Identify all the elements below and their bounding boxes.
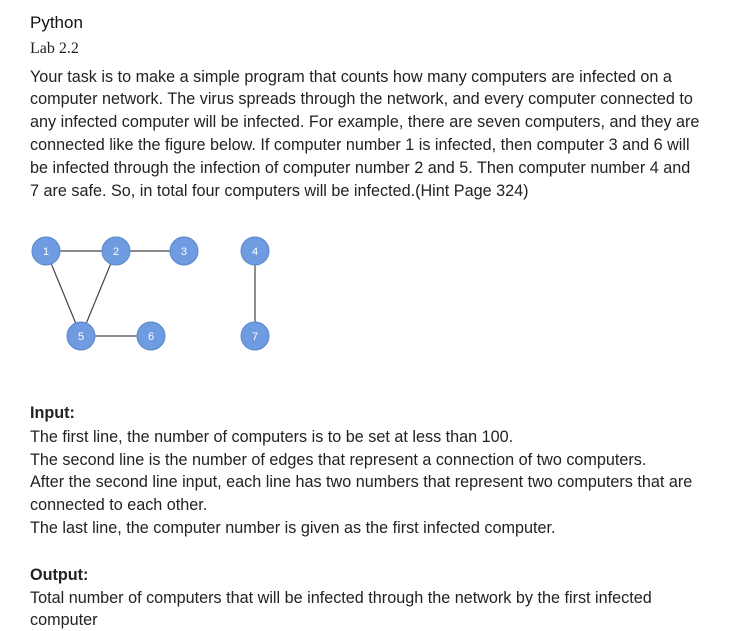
input-line: The first line, the number of computers is to be set at less than 100.: [30, 428, 514, 446]
output-line: computer: [30, 611, 98, 629]
output-heading: Output:: [30, 566, 89, 584]
computer-node-label: 2: [112, 246, 120, 258]
task-line: connected like the figure below. If computer number 1 is infected, then computer 3 and 6 will: [30, 136, 690, 154]
input-line: The last line, the computer number is given as the first infected computer.: [30, 519, 556, 537]
page-title: Python: [30, 13, 83, 32]
computer-node-label: 6: [147, 331, 155, 343]
computer-node-label: 7: [251, 331, 259, 343]
input-line: The second line is the number of edges that represent a connection of two computers.: [30, 451, 647, 469]
computer-node-label: 5: [77, 331, 85, 343]
input-line: After the second line input, each line has two numbers that represent two computers that are: [30, 473, 693, 491]
output-line: Total number of computers that will be infected through the network by the first infected: [30, 589, 652, 607]
computer-node-label: 4: [251, 246, 259, 258]
input-heading: Input:: [30, 404, 75, 422]
computer-node-label: 1: [42, 246, 50, 258]
task-line: 7 are safe. So, in total four computers will be infected.(Hint Page 324): [30, 182, 529, 200]
graph-nodes: [32, 237, 269, 350]
task-line: Your task is to make a simple program that counts how many computers are infected on a: [30, 68, 672, 86]
network-graph-diagram: [20, 225, 290, 360]
task-line: computer network. The virus spreads through the network, and every computer connected to: [30, 90, 693, 108]
computer-node-label: 3: [180, 246, 188, 258]
input-line: connected to each other.: [30, 496, 208, 514]
lab-subtitle: Lab 2.2: [30, 40, 79, 57]
task-line: any infected computer will be infected. For example, there are seven computers, and they are: [30, 113, 700, 131]
task-line: be infected through the infection of computer number 2 and 5. Then computer number 4 and: [30, 159, 691, 177]
